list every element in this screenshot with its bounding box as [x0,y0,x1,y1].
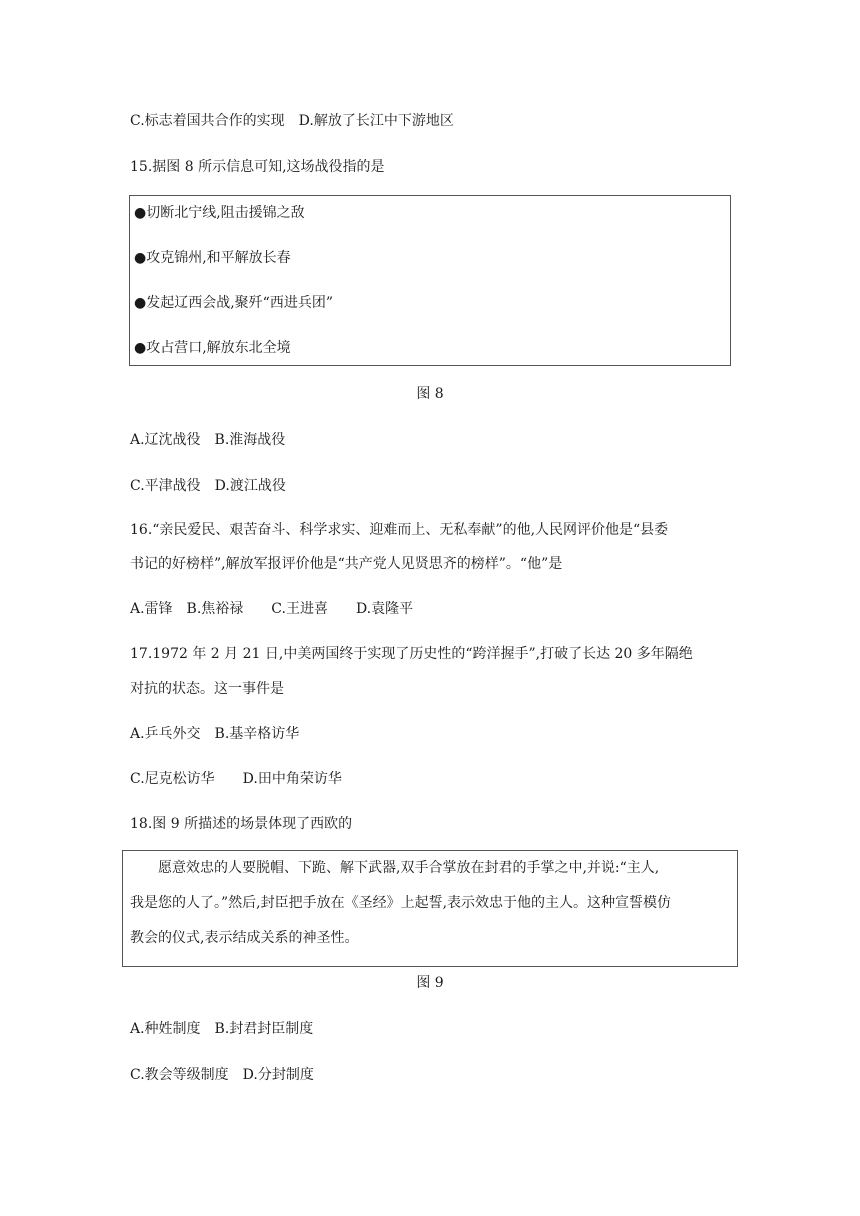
figure-9-text-line: 教会的仪式,表示结成关系的神圣性。 [130,930,359,946]
q16-options: A.雷锋 B.焦裕禄 C.王进喜 D.袁隆平 [130,601,414,617]
figure-8-box [129,195,731,366]
q16-stem-line1: 16.“亲民爱民、艰苦奋斗、科学求实、迎难而上、无私奉献”的他,人民网评价他是“县委 [130,522,669,538]
q17-stem-line2: 对抗的状态。这一事件是 [130,681,284,697]
q17-options-ab: A.乒乓外交 B.基辛格访华 [130,726,300,742]
figure-8-item: ●发起辽西会战,聚歼“西进兵团” [134,295,333,311]
q15-options-ab: A.辽沈战役 B.淮海战役 [130,432,286,448]
figure-9-text-line: 我是您的人了。”然后,封臣把手放在《圣经》上起誓,表示效忠于他的主人。这种宣誓模仿 [130,895,672,911]
q15-stem: 15.据图 8 所示信息可知,这场战役指的是 [130,159,385,175]
figure-8-item: ●攻占营口,解放东北全境 [134,340,291,356]
q18-options-ab: A.种姓制度 B.封君封臣制度 [130,1021,314,1037]
figure-9-caption: 图 9 [416,975,444,991]
figure-8-item: ●切断北宁线,阻击援锦之敌 [134,205,305,221]
q16-stem-line2: 书记的好榜样”,解放军报评价他是“共产党人见贤思齐的榜样”。“他”是 [130,556,563,572]
q14-options-cd: C.标志着国共合作的实现 D.解放了长江中下游地区 [130,113,454,129]
q18-stem: 18.图 9 所描述的场景体现了西欧的 [130,816,353,832]
figure-8-item: ●攻克锦州,和平解放长春 [134,250,291,266]
q17-stem-line1: 17.1972 年 2 月 21 日,中美两国终于实现了历史性的“跨洋握手”,打破了长达 20 多年隔绝 [130,646,693,662]
q15-options-cd: C.平津战役 D.渡江战役 [130,478,286,494]
q18-options-cd: C.教会等级制度 D.分封制度 [130,1067,314,1083]
figure-9-text-line: 愿意效忠的人要脱帽、下跪、解下武器,双手合掌放在封君的手掌之中,并说:“主人, [130,860,660,876]
figure-9-box [122,850,738,967]
q17-options-cd: C.尼克松访华 D.田中角荣访华 [130,771,342,787]
figure-8-caption: 图 8 [416,386,444,402]
